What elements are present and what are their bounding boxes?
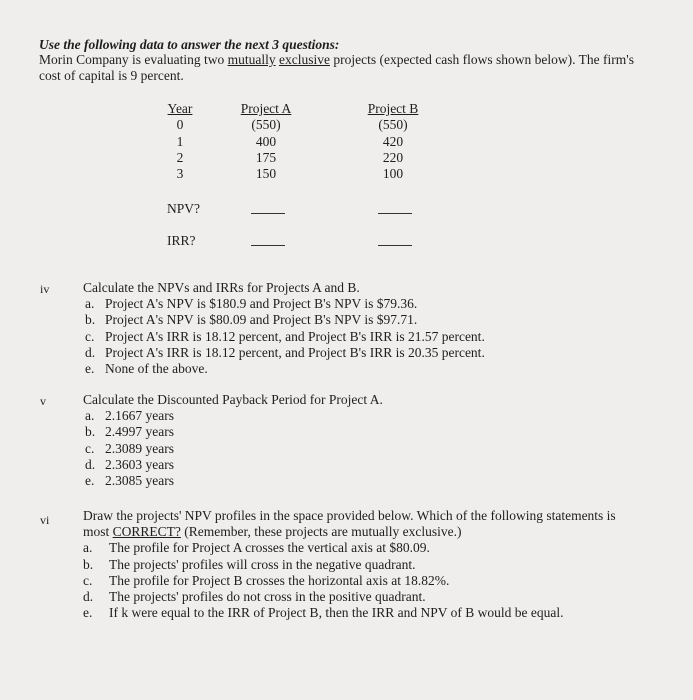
- project-b-cell: 420: [382, 133, 404, 149]
- npv-b-answer-line: [378, 213, 412, 214]
- answer-option[interactable]: a. Project A's NPV is $180.9 and Project B's NPV is $79.36.: [85, 296, 418, 312]
- question-number: vi: [40, 513, 50, 527]
- answer-option[interactable]: d. The projects' profiles do not cross in the positive quadrant.: [83, 589, 426, 605]
- irr-a-answer-line: [251, 245, 285, 246]
- question-vi: [83, 508, 616, 621]
- answer-option[interactable]: a. The profile for Project A crosses the vertical axis at $80.09.: [83, 540, 430, 556]
- answer-option[interactable]: e. None of the above.: [85, 361, 208, 377]
- project-b-cell: 220: [382, 149, 404, 165]
- answer-option[interactable]: b. Project A's NPV is $80.09 and Project B's NPV is $97.71.: [85, 312, 418, 328]
- problem-statement: [39, 52, 634, 84]
- year-cell: 2: [176, 149, 184, 165]
- project-b-cell: (550): [378, 117, 408, 133]
- irr-label: IRR?: [167, 233, 196, 248]
- problem-line-2: cost of capital is 9 percent.: [39, 68, 184, 83]
- question-prompt-line-2: most CORRECT? (Remember, these projects are mutually exclusive.): [83, 524, 462, 540]
- year-cell: 1: [176, 133, 184, 149]
- problem-line-1: Morin Company is evaluating two mutually exclusive projects (expected cash flows shown below). The firm's: [39, 52, 634, 67]
- answer-option[interactable]: d. Project A's IRR is 18.12 percent, and Project B's IRR is 20.35 percent.: [85, 344, 485, 360]
- year-cell: 0: [176, 117, 184, 133]
- project-a-column: [236, 101, 296, 182]
- question-iv: [83, 280, 485, 377]
- answer-option[interactable]: d. 2.3603 years: [85, 456, 174, 472]
- answer-option[interactable]: e. 2.3085 years: [85, 473, 174, 489]
- project-b-header: Project B: [367, 101, 419, 116]
- answer-option[interactable]: b. The projects' profiles will cross in the negative quadrant.: [83, 556, 416, 572]
- year-header: Year: [167, 101, 193, 116]
- answer-option[interactable]: a. 2.1667 years: [85, 408, 174, 424]
- npv-a-answer-line: [251, 213, 285, 214]
- project-a-header: Project A: [240, 101, 292, 116]
- project-a-cell: 150: [255, 166, 277, 182]
- project-b-cell: 100: [382, 166, 404, 182]
- irr-b-answer-line: [378, 245, 412, 246]
- question-number: iv: [40, 282, 50, 296]
- question-v: [83, 392, 383, 489]
- project-a-cell: 400: [255, 133, 277, 149]
- instructions-heading: Use the following data to answer the next 3 questions:: [39, 37, 340, 52]
- year-cell: 3: [176, 166, 184, 182]
- answer-option[interactable]: b. 2.4997 years: [85, 424, 174, 440]
- answer-option[interactable]: c. Project A's IRR is 18.12 percent, and Project B's IRR is 21.57 percent.: [85, 328, 485, 344]
- question-number: v: [40, 394, 46, 408]
- project-a-cell: (550): [251, 117, 281, 133]
- year-column: [165, 101, 195, 182]
- answer-option[interactable]: e. If k were equal to the IRR of Project B, then the IRR and NPV of B would be equal.: [83, 605, 564, 621]
- project-a-cell: 175: [255, 149, 277, 165]
- question-prompt-line-1: Draw the projects' NPV profiles in the space provided below. Which of the following statements is: [83, 508, 616, 523]
- answer-option[interactable]: c. The profile for Project B crosses the horizontal axis at 18.82%.: [83, 572, 450, 588]
- answer-option[interactable]: c. 2.3089 years: [85, 440, 174, 456]
- npv-label: NPV?: [167, 201, 200, 216]
- question-prompt: Calculate the NPVs and IRRs for Projects A and B.: [83, 280, 360, 295]
- question-prompt: Calculate the Discounted Payback Period for Project A.: [83, 392, 383, 407]
- project-b-column: [362, 101, 424, 182]
